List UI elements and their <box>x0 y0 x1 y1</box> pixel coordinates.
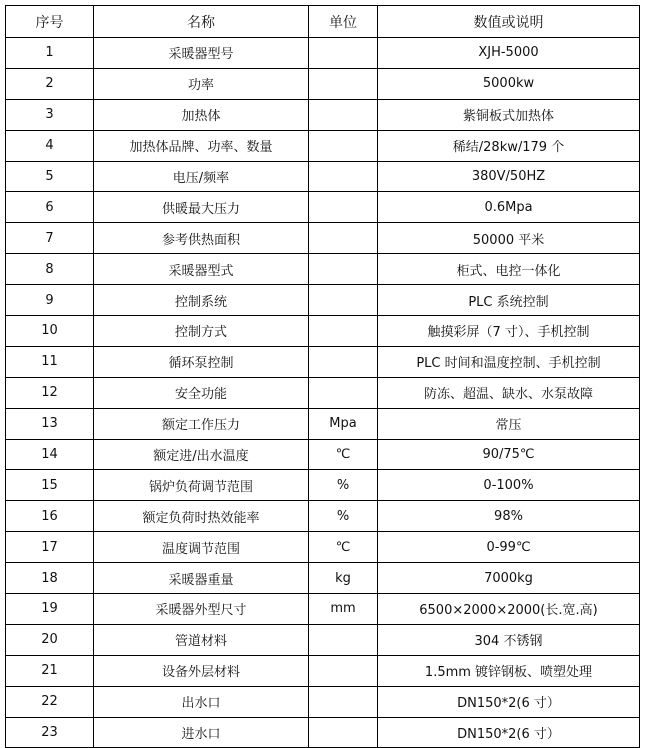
cell-name: 参考供热面积 <box>94 223 309 254</box>
cell-unit: % <box>309 470 378 501</box>
cell-name: 出水口 <box>94 686 309 717</box>
cell-no: 15 <box>6 470 94 501</box>
header-no: 序号 <box>6 6 94 38</box>
cell-value: 0-100% <box>378 470 640 501</box>
cell-no: 10 <box>6 316 94 347</box>
cell-name: 额定工作压力 <box>94 408 309 439</box>
table-row <box>6 594 640 625</box>
table-row <box>6 254 640 285</box>
cell-name: 加热体品牌、功率、数量 <box>94 130 309 161</box>
cell-no: 9 <box>6 285 94 316</box>
cell-name: 温度调节范围 <box>94 532 309 563</box>
table-row <box>6 717 640 748</box>
cell-unit <box>309 655 378 686</box>
cell-value: 6500×2000×2000(长.宽.高) <box>378 594 640 625</box>
header-name: 名称 <box>94 6 309 38</box>
cell-no: 16 <box>6 501 94 532</box>
cell-value: 紫铜板式加热体 <box>378 99 640 130</box>
cell-name: 功率 <box>94 68 309 99</box>
cell-unit <box>309 161 378 192</box>
header-value: 数值或说明 <box>378 6 640 38</box>
cell-unit <box>309 285 378 316</box>
cell-name: 额定负荷时热效能率 <box>94 501 309 532</box>
cell-value: 1.5mm 镀锌钢板、喷塑处理 <box>378 655 640 686</box>
cell-unit <box>309 38 378 69</box>
cell-value: 柜式、电控一体化 <box>378 254 640 285</box>
table-row <box>6 439 640 470</box>
table-body <box>6 38 640 748</box>
cell-no: 6 <box>6 192 94 223</box>
table-row <box>6 686 640 717</box>
table-row <box>6 377 640 408</box>
header-unit: 单位 <box>309 6 378 38</box>
cell-name: 采暖器外型尺寸 <box>94 594 309 625</box>
cell-no: 4 <box>6 130 94 161</box>
cell-unit <box>309 686 378 717</box>
cell-unit <box>309 254 378 285</box>
cell-no: 23 <box>6 717 94 748</box>
table-row <box>6 408 640 439</box>
table-row <box>6 161 640 192</box>
cell-value: DN150*2(6 寸） <box>378 686 640 717</box>
cell-unit: kg <box>309 563 378 594</box>
cell-no: 18 <box>6 563 94 594</box>
cell-value: XJH-5000 <box>378 38 640 69</box>
cell-name: 控制系统 <box>94 285 309 316</box>
cell-no: 17 <box>6 532 94 563</box>
table-row <box>6 223 640 254</box>
table-row <box>6 99 640 130</box>
cell-unit <box>309 68 378 99</box>
table-row <box>6 130 640 161</box>
cell-name: 电压/频率 <box>94 161 309 192</box>
header-row <box>6 6 640 38</box>
cell-name: 供暖最大压力 <box>94 192 309 223</box>
cell-value: 50000 平米 <box>378 223 640 254</box>
cell-name: 管道材料 <box>94 624 309 655</box>
cell-value: 防冻、超温、缺水、水泵故障 <box>378 377 640 408</box>
cell-value: 稀结/28kw/179 个 <box>378 130 640 161</box>
cell-unit <box>309 346 378 377</box>
cell-no: 20 <box>6 624 94 655</box>
table-row <box>6 192 640 223</box>
cell-unit <box>309 223 378 254</box>
table-row <box>6 655 640 686</box>
spec-table <box>5 5 640 748</box>
cell-unit: ℃ <box>309 439 378 470</box>
cell-value: 0.6Mpa <box>378 192 640 223</box>
cell-unit: ℃ <box>309 532 378 563</box>
table-row <box>6 532 640 563</box>
cell-unit <box>309 130 378 161</box>
table-row <box>6 316 640 347</box>
cell-no: 19 <box>6 594 94 625</box>
cell-name: 加热体 <box>94 99 309 130</box>
cell-value: DN150*2(6 寸） <box>378 717 640 748</box>
cell-unit <box>309 717 378 748</box>
cell-unit <box>309 624 378 655</box>
cell-no: 21 <box>6 655 94 686</box>
cell-value: 90/75℃ <box>378 439 640 470</box>
cell-name: 安全功能 <box>94 377 309 408</box>
cell-name: 设备外层材料 <box>94 655 309 686</box>
cell-value: 380V/50HZ <box>378 161 640 192</box>
cell-no: 8 <box>6 254 94 285</box>
cell-unit: Mpa <box>309 408 378 439</box>
cell-no: 5 <box>6 161 94 192</box>
cell-no: 7 <box>6 223 94 254</box>
cell-unit <box>309 192 378 223</box>
cell-no: 14 <box>6 439 94 470</box>
cell-value: 304 不锈钢 <box>378 624 640 655</box>
table-row <box>6 285 640 316</box>
table-row <box>6 38 640 69</box>
cell-name: 采暖器重量 <box>94 563 309 594</box>
cell-unit <box>309 377 378 408</box>
cell-no: 2 <box>6 68 94 99</box>
cell-name: 锅炉负荷调节范围 <box>94 470 309 501</box>
cell-no: 3 <box>6 99 94 130</box>
cell-unit <box>309 99 378 130</box>
cell-no: 12 <box>6 377 94 408</box>
table-row <box>6 68 640 99</box>
cell-value: 5000kw <box>378 68 640 99</box>
table-row <box>6 624 640 655</box>
cell-value: 7000kg <box>378 563 640 594</box>
cell-no: 22 <box>6 686 94 717</box>
cell-value: 0-99℃ <box>378 532 640 563</box>
table-row <box>6 470 640 501</box>
cell-name: 控制方式 <box>94 316 309 347</box>
table-row <box>6 346 640 377</box>
cell-no: 13 <box>6 408 94 439</box>
cell-no: 1 <box>6 38 94 69</box>
cell-value: PLC 时间和温度控制、手机控制 <box>378 346 640 377</box>
cell-name: 采暖器型号 <box>94 38 309 69</box>
cell-unit <box>309 316 378 347</box>
cell-name: 进水口 <box>94 717 309 748</box>
cell-no: 11 <box>6 346 94 377</box>
cell-name: 循环泵控制 <box>94 346 309 377</box>
cell-value: 触摸彩屏（7 寸）、手机控制 <box>378 316 640 347</box>
cell-name: 额定进/出水温度 <box>94 439 309 470</box>
cell-value: 常压 <box>378 408 640 439</box>
cell-unit: mm <box>309 594 378 625</box>
cell-unit: % <box>309 501 378 532</box>
table-row <box>6 563 640 594</box>
cell-value: PLC 系统控制 <box>378 285 640 316</box>
cell-name: 采暖器型式 <box>94 254 309 285</box>
table-row <box>6 501 640 532</box>
cell-value: 98% <box>378 501 640 532</box>
